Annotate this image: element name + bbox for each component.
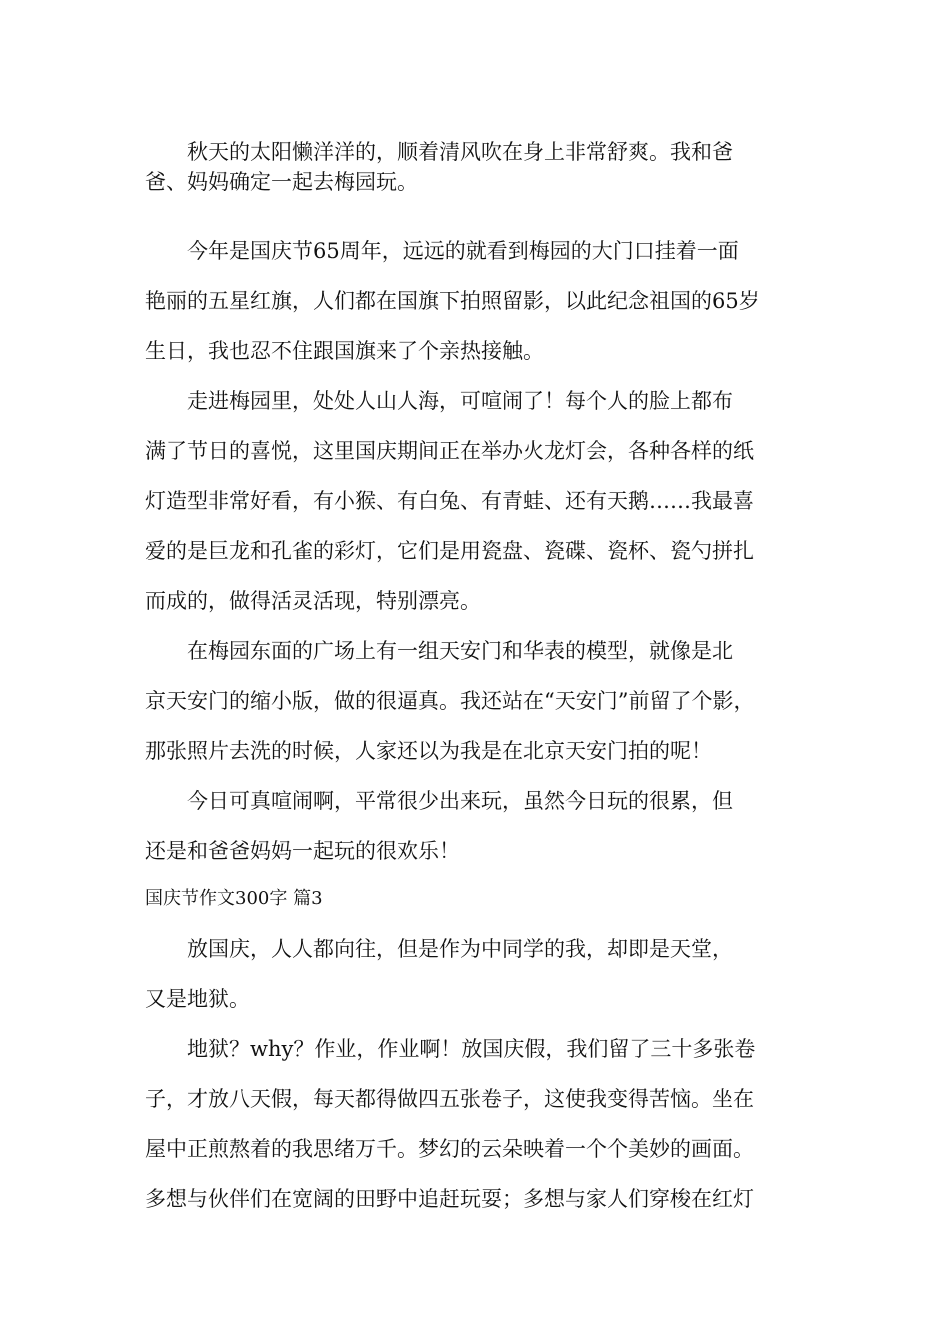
heading-text: 国庆节作文300字 篇3 (145, 888, 323, 909)
paragraph-holiday (145, 934, 825, 1014)
text-line: 秋天的太阳懒洋洋的，顺着清风吹在身上非常舒爽。我和爸 (145, 140, 733, 164)
text-line: 那张照片去洗的时候，人家还以为我是在北京天安门拍的呢！ (145, 739, 712, 763)
text-line: 多想与伙伴们在宽阔的田野中追赶玩耍；多想与家人们穿梭在红灯 (145, 1187, 754, 1211)
text-line: 生日，我也忍不住跟国旗来了个亲热接触。 (145, 339, 544, 363)
text-line: 地狱？why？作业，作业啊！放国庆假，我们留了三十多张卷 (145, 1037, 756, 1061)
text-line: 艳丽的五星红旗，人们都在国旗下拍照留影，以此纪念祖国的65岁 (145, 289, 760, 313)
paragraph-homework (145, 1034, 825, 1214)
paragraph-garden (145, 386, 825, 616)
text-line: 放国庆，人人都向往，但是作为中同学的我，却即是天堂， (145, 937, 733, 961)
text-line: 还是和爸爸妈妈一起玩的很欢乐！ (145, 839, 460, 863)
text-line: 屋中正煎熬着的我思绪万千。梦幻的云朵映着一个个美妙的画面。 (145, 1137, 754, 1161)
text-line: 今年是国庆节65周年，远远的就看到梅园的大门口挂着一面 (145, 239, 739, 263)
text-line: 爱的是巨龙和孔雀的彩灯，它们是用瓷盘、瓷碟、瓷杯、瓷勺拼扎 (145, 539, 754, 563)
paragraph-autumn (145, 137, 825, 197)
text-line: 子，才放八天假，每天都得做四五张卷子，这使我变得苦恼。坐在 (145, 1087, 754, 1111)
section-heading (145, 884, 825, 914)
text-line: 今日可真喧闹啊，平常很少出来玩，虽然今日玩的很累，但 (145, 789, 733, 813)
paragraph-national-day (145, 236, 825, 366)
text-line: 京天安门的缩小版，做的很逼真。我还站在“天安门”前留了个影， (145, 689, 755, 713)
text-line: 又是地狱。 (145, 987, 250, 1011)
text-line: 爸、妈妈确定一起去梅园玩。 (145, 170, 418, 194)
text-line: 走进梅园里，处处人山人海，可喧闹了！每个人的脸上都布 (145, 389, 733, 413)
text-line: 灯造型非常好看，有小猴、有白兔、有青蛙、还有天鹅……我最喜 (145, 489, 754, 513)
text-line: 在梅园东面的广场上有一组天安门和华表的模型，就像是北 (145, 639, 733, 663)
text-line: 而成的，做得活灵活现，特别漂亮。 (145, 589, 481, 613)
text-line: 满了节日的喜悦，这里国庆期间正在举办火龙灯会，各种各样的纸 (145, 439, 754, 463)
paragraph-tiananmen (145, 636, 825, 766)
paragraph-today (145, 786, 825, 866)
